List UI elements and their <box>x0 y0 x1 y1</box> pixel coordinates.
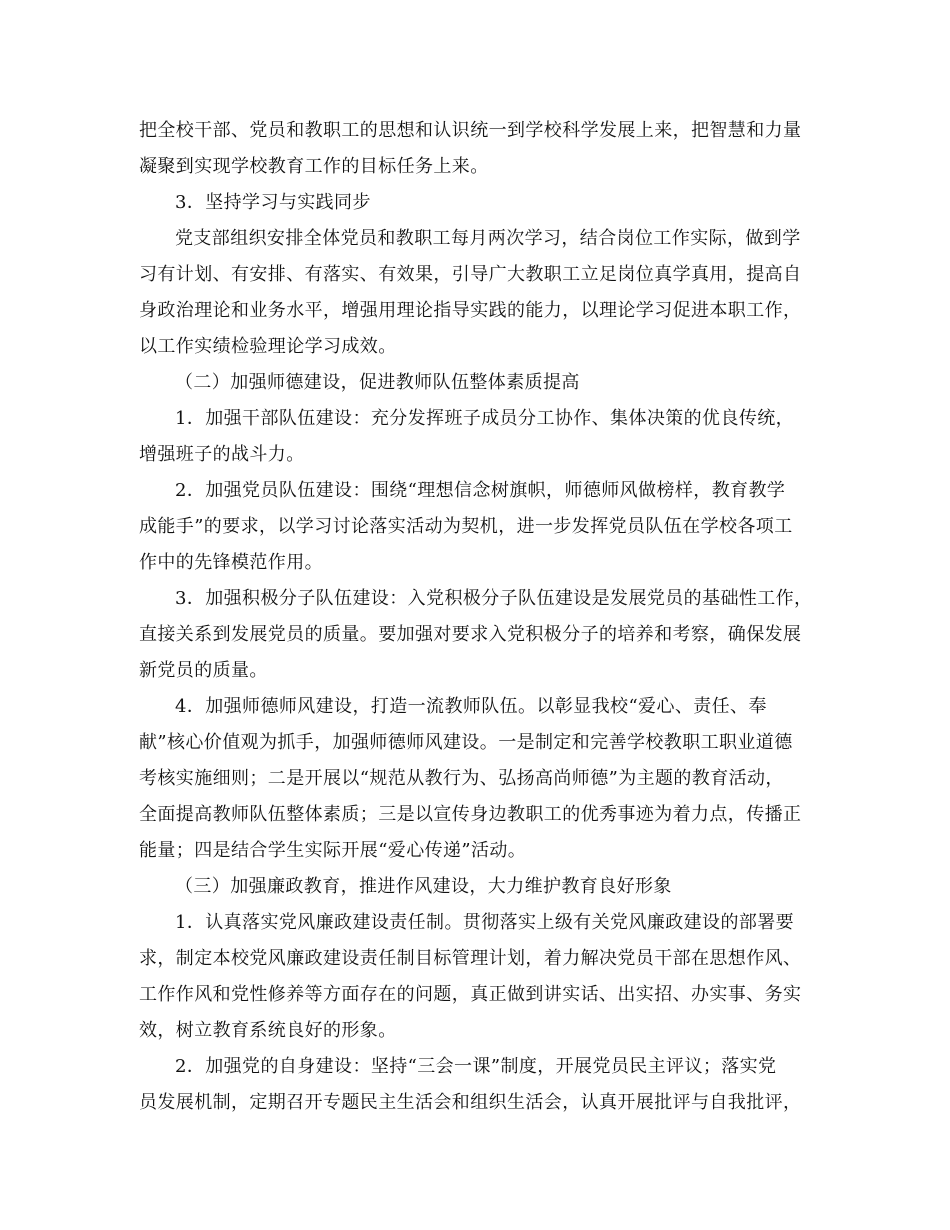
paragraph-line: 增强班子的战斗力。 <box>139 444 305 465</box>
paragraph-line: 党支部组织安排全体党员和教职工每月两次学习，结合岗位工作实际，做到学 <box>175 228 801 249</box>
paragraph-line: 以工作实绩检验理论学习成效。 <box>139 336 397 357</box>
paragraph-line: 凝聚到实现学校教育工作的目标任务上来。 <box>139 156 489 177</box>
paragraph-line: 能量；四是结合学生实际开展“爱心传递”活动。 <box>139 840 527 861</box>
paragraph-line: 身政治理论和业务水平，增强用理论指导实践的能力，以理论学习促进本职工作， <box>139 300 802 321</box>
paragraph-line: 习有计划、有安排、有落实、有效果，引导广大教职工立足岗位真学真用，提高自 <box>139 264 802 285</box>
paragraph-line: 全面提高教师队伍整体素质；三是以宣传身边教职工的优秀事迹为着力点，传播正 <box>139 804 802 825</box>
paragraph-line: 献”核心价值观为抓手，加强师德师风建设。一是制定和完善学校教职工职业道德 <box>139 732 793 753</box>
section-heading: （三）加强廉政教育，推进作风建设，大力维护教育良好形象 <box>175 876 672 897</box>
paragraph-line: 成能手”的要求，以学习讨论落实活动为契机，进一步发挥党员队伍在学校各项工 <box>139 516 793 537</box>
paragraph-line: 员发展机制，定期召开专题民主生活会和组织生活会，认真开展批评与自我批评， <box>139 1092 802 1113</box>
paragraph-line: 3．加强积极分子队伍建设：入党积极分子队伍建设是发展党员的基础性工作， <box>175 588 813 609</box>
section-heading: （二）加强师德建设，促进教师队伍整体素质提高 <box>175 372 580 393</box>
paragraph-line: 效，树立教育系统良好的形象。 <box>139 1020 397 1041</box>
paragraph-line: 考核实施细则；二是开展以“规范从教行为、弘扬高尚师德”为主题的教育活动， <box>139 768 784 789</box>
paragraph-line: 把全校干部、党员和教职工的思想和认识统一到学校科学发展上来，把智慧和力量 <box>139 120 802 141</box>
paragraph-line: 4．加强师德师风建设，打造一流教师队伍。以彰显我校“爱心、责任、奉 <box>175 696 767 717</box>
paragraph-line: 2．加强党的自身建设：坚持“三会一课”制度，开展党员民主评议；落实党 <box>175 1056 777 1077</box>
paragraph-line: 2．加强党员队伍建设：围绕“理想信念树旗帜，师德师风做榜样，教育教学 <box>175 480 786 501</box>
paragraph-line: 1．认真落实党风廉政建设责任制。贯彻落实上级有关党风廉政建设的部署要 <box>175 912 795 933</box>
paragraph-line: 求，制定本校党风廉政建设责任制目标管理计划，着力解决党员干部在思想作风、 <box>139 948 802 969</box>
paragraph-line: 直接关系到发展党员的质量。要加强对要求入党积极分子的培养和考察，确保发展 <box>139 624 802 645</box>
paragraph-line: 1．加强干部队伍建设：充分发挥班子成员分工协作、集体决策的优良传统， <box>175 408 795 429</box>
section-subheading: 3．坚持学习与实践同步 <box>175 192 371 213</box>
paragraph-line: 作中的先锋模范作用。 <box>139 552 323 573</box>
paragraph-line: 新党员的质量。 <box>139 660 268 681</box>
paragraph-line: 工作作风和党性修养等方面存在的问题，真正做到讲实话、出实招、办实事、务实 <box>139 984 802 1005</box>
